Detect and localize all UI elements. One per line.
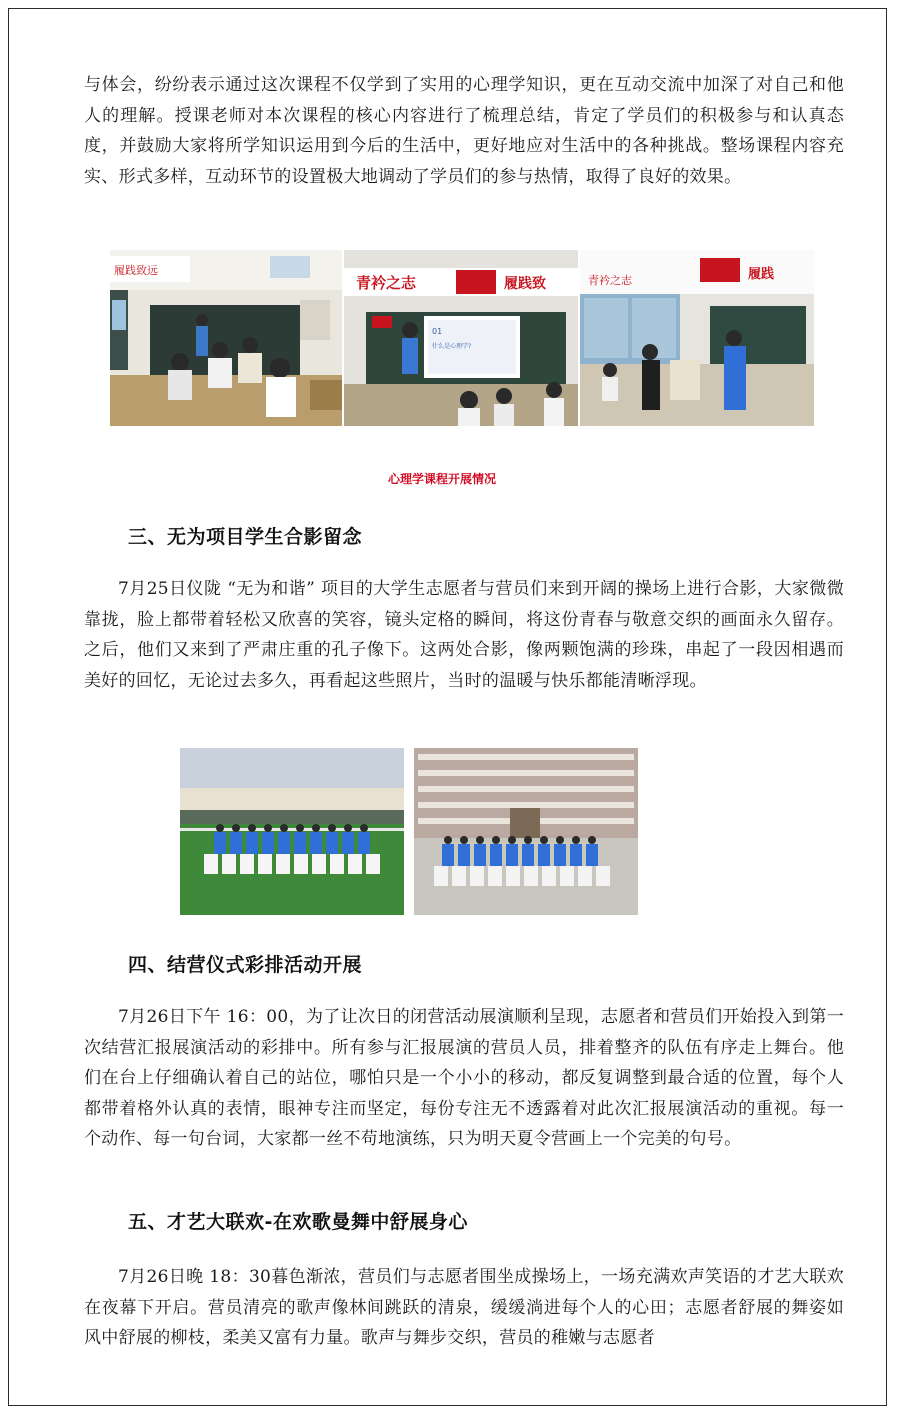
banner-text-mid-a: 青衿之志 <box>356 274 417 292</box>
paragraph-rehearsal: 7月26日下午 16：00，为了让次日的闭营活动展演顺利呈现，志愿者和营员们开始投入到第一次结营汇报展演活动的彩排中。所有参与汇报展演的营员人员，排着整齐的队伍有序走上舞台。他们在台上仔细确认着自己的站位，哪怕只是一个小小的移动，都反复调整到最合适的位置，每个人都带着格外认真的表情，眼神专注而坚定，每份专注无不透露着对此次汇报展演活动的重视。每一个动作、每一句台词，大家都一丝不苟地演练，只为明天夏令营画上一个完美的句号。 <box>84 1007 844 1149</box>
screen-number: 01 <box>432 327 443 336</box>
banner-text-right-b: 履践 <box>748 267 775 282</box>
page-border <box>8 8 887 1406</box>
banner-text-right-a: 青衿之志 <box>588 274 632 287</box>
banner-text-mid-b: 履践致 <box>504 276 546 292</box>
paragraph-talent-show: 7月26日晚 18：30暮色渐浓，营员们与志愿者围坐成操场上，一场充满欢声笑语的才艺大联欢在夜幕下开启。营员清亮的歌声像林间跳跃的清泉，缓缓淌进每个人的心田；志愿者舒展的舞姿如风中舒展的柳枝，柔美又富有力量。歌声与舞步交织，营员的稚嫩与志愿者 <box>84 1267 844 1348</box>
classroom-photo-3 <box>580 250 814 426</box>
classroom-photo-1 <box>110 250 342 426</box>
classroom-photo-2 <box>344 250 578 426</box>
paragraph-group-photo: 7月25日仪陇 “无为和谐” 项目的大学生志愿者与营员们来到开阔的操场上进行合影，大家微微靠拢，脸上都带着轻松又欣喜的笑容，镜头定格的瞬间，将这份青春与敬意交织的画面永久留存。之后，他们又来到了严肃庄重的孔子像下。这两处合影，像两颗饱满的珍珠，串起了一段因相遇而美好的回忆，无论过去多久，再看起这些照片，当时的温暖与快乐都能清晰浮现。 <box>84 579 844 691</box>
photo-caption-psych-course: 心理学课程开展情况 <box>387 472 496 486</box>
section-heading-rehearsal: 四、结营仪式彩排活动开展 <box>128 954 363 976</box>
section-heading-talent-show: 五、才艺大联欢-在欢歌曼舞中舒展身心 <box>128 1211 468 1233</box>
paragraph-course-summary: 与体会，纷纷表示通过这次课程不仅学到了实用的心理学知识，更在互动交流中加深了对自己和他人的理解。授课老师对本次课程的核心内容进行了梳理总结，肯定了学员们的积极参与和认真态度，并鼓励大家将所学知识运用到今后的生活中，更好地应对生活中的各种挑战。整场课程内容充实、形式多样，互动环节的设置极大地调动了学员们的参与热情，取得了良好的效果。 <box>84 75 844 187</box>
section-heading-group-photo: 三、无为项目学生合影留念 <box>128 526 363 548</box>
group-photo-statue <box>414 748 638 915</box>
group-photo-field <box>180 748 404 915</box>
screen-title: 什么是心理学? <box>432 343 472 350</box>
banner-text-left: 履践致远 <box>114 264 158 277</box>
